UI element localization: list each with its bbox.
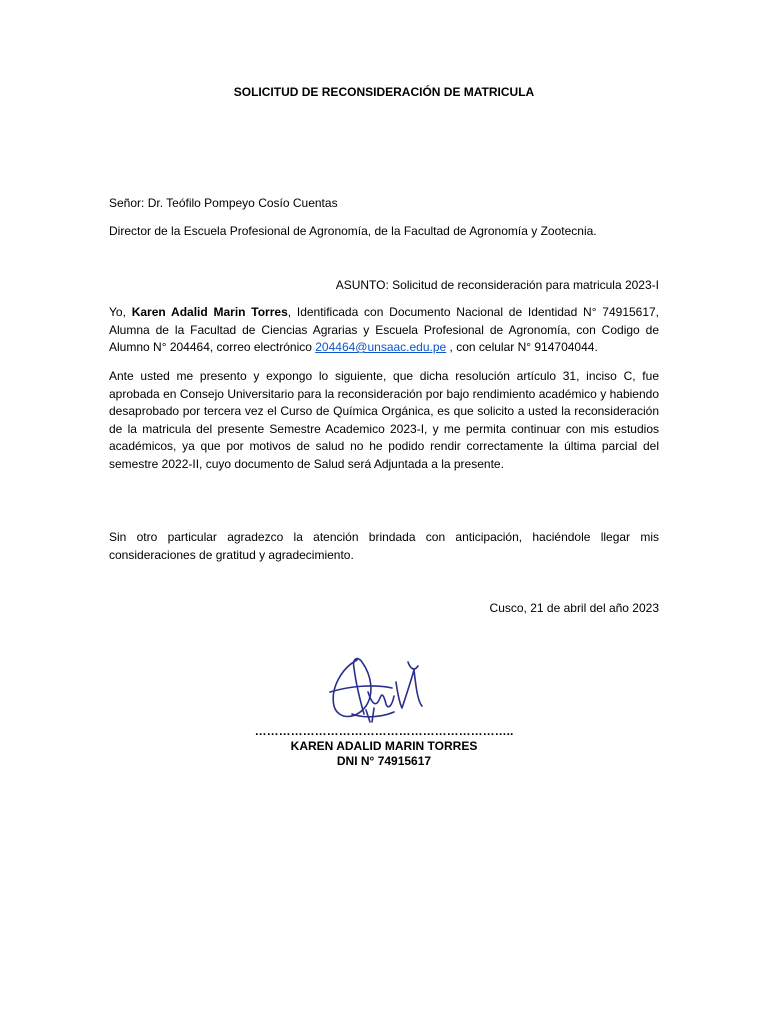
- email-link[interactable]: 204464@unsaac.edu.pe: [315, 340, 447, 354]
- intro-text-2: , con celular N° 914704044.: [446, 340, 598, 354]
- student-name: Karen Adalid Marin Torres: [131, 305, 288, 319]
- signer-dni: DNI N° 74915617: [336, 754, 432, 768]
- subject-line: ASUNTO: Solicitud de reconsideración para matricula 2023-I: [335, 278, 659, 292]
- body-paragraph: Ante usted me presento y expongo lo siguiente, que dicha resolución artículo 31, inciso C, fue aprobada en Consejo Universitario para la reconsideración por bajo rendimiento académico y habiendo desaprobado por tercera vez el Curso de Química Orgánica, es que solicito a usted la reconsideración de la matricula del presente Semestre Academico 2023-I, y me permita continuar con mis estudios académicos, ya que por motivos de salud no he podido rendir correctamente la última parcial del semestre 2022-II, cuyo documento de Salud será Adjuntada a la presente.: [109, 369, 659, 471]
- date-line: Cusco, 21 de abril del año 2023: [489, 601, 659, 615]
- handwritten-signature: [322, 648, 432, 728]
- signer-name: KAREN ADALID MARIN TORRES: [290, 739, 478, 753]
- intro-prefix: Yo,: [109, 305, 132, 319]
- intro-text-1: , Identificada con Documento Nacional de Identidad N° 74915617, Alumna de la Facultad de Ciencias Agrarias y Escuela Profesional de Agronomía, con Codigo de Alumno N° 204464, correo electrónico: [109, 305, 660, 354]
- signature-dotted-line: ………………………………………………………..: [254, 724, 514, 738]
- document-title: SOLICITUD DE RECONSIDERACIÓN DE MATRICULA: [233, 85, 535, 99]
- intro-paragraph: [109, 304, 659, 357]
- closing-paragraph: Sin otro particular agradezco la atención brindada con anticipación, haciéndole llegar mis consideraciones de gratitud y agradecimiento.: [109, 530, 659, 562]
- recipient-position: Director de la Escuela Profesional de Agronomía, de la Facultad de Agronomía y Zootecnia.: [109, 224, 597, 238]
- recipient-salutation: Señor: Dr. Teófilo Pompeyo Cosío Cuentas: [109, 196, 338, 210]
